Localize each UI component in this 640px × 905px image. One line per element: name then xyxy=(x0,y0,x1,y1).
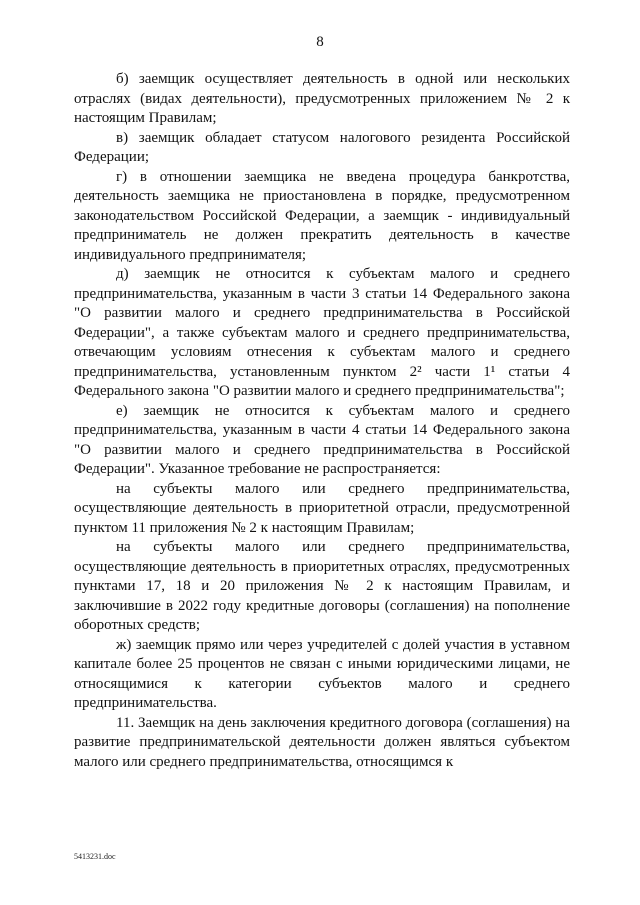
paragraph-g: г) в отношении заемщика не введена процедура банкротства, деятельность заемщика не приостановлена в порядке, предусмотренном законодательством Российской Федерации, а заемщик - индивидуальный предприниматель не должен прекратить деятельность в качестве индивидуального предпринимателя; xyxy=(74,168,570,263)
paragraph-v: в) заемщик обладает статусом налогового резидента Российской Федерации; xyxy=(74,129,570,165)
paragraph-11: 11. Заемщик на день заключения кредитного договора (соглашения) на развитие предпринимательской деятельности должен являться субъектом малого или среднего предпринимательства, относящимся к xyxy=(74,714,570,770)
document-filename: 5413231.doc xyxy=(74,852,116,861)
paragraph-b: б) заемщик осуществляет деятельность в одной или нескольких отраслях (видах деятельности), предусмотренных приложением № 2 к настоящим Правилам; xyxy=(74,71,570,126)
paragraph-exception-2: на субъекты малого или среднего предпринимательства, осуществляющие деятельность в приоритетных отраслях, предусмотренных пунктами 17, 18 и 20 приложения № 2 к настоящим Правилам, и заключившие в 2022 году кредитные договоры (соглашения) на пополнение оборотных средств; xyxy=(74,539,570,633)
paragraph-e: е) заемщик не относится к субъектам малого и среднего предпринимательства, указанным в части 4 статьи 14 Федерального закона "О развитии малого и среднего предпринимательства в Российской Федерации". Указанное требование не распространяется: xyxy=(74,402,570,477)
paragraph-zh: ж) заемщик прямо или через учредителей с долей участия в уставном капитале более 25 процентов не связан с иными юридическими лицами, не относящимися к категории субъектов малого и среднего предпринимательства. xyxy=(74,636,570,711)
document-body xyxy=(74,70,570,772)
paragraph-d: д) заемщик не относится к субъектам малого и среднего предпринимательства, указанным в части 3 статьи 14 Федерального закона "О развитии малого и среднего предпринимательства в Российской Федерации", а также субъектам малого и среднего предпринимательства, отвечающим условиям отнесения к субъектам малого и среднего предпринимательства, установленным пунктом 2² части 1¹ статьи 4 Федерального закона "О развитии малого и среднего предпринимательства"; xyxy=(74,266,570,399)
page-number: 8 xyxy=(316,34,324,50)
paragraph-exception-1: на субъекты малого или среднего предпринимательства, осуществляющие деятельность в приоритетной отрасли, предусмотренной пунктом 11 приложения № 2 к настоящим Правилам; xyxy=(74,480,570,536)
